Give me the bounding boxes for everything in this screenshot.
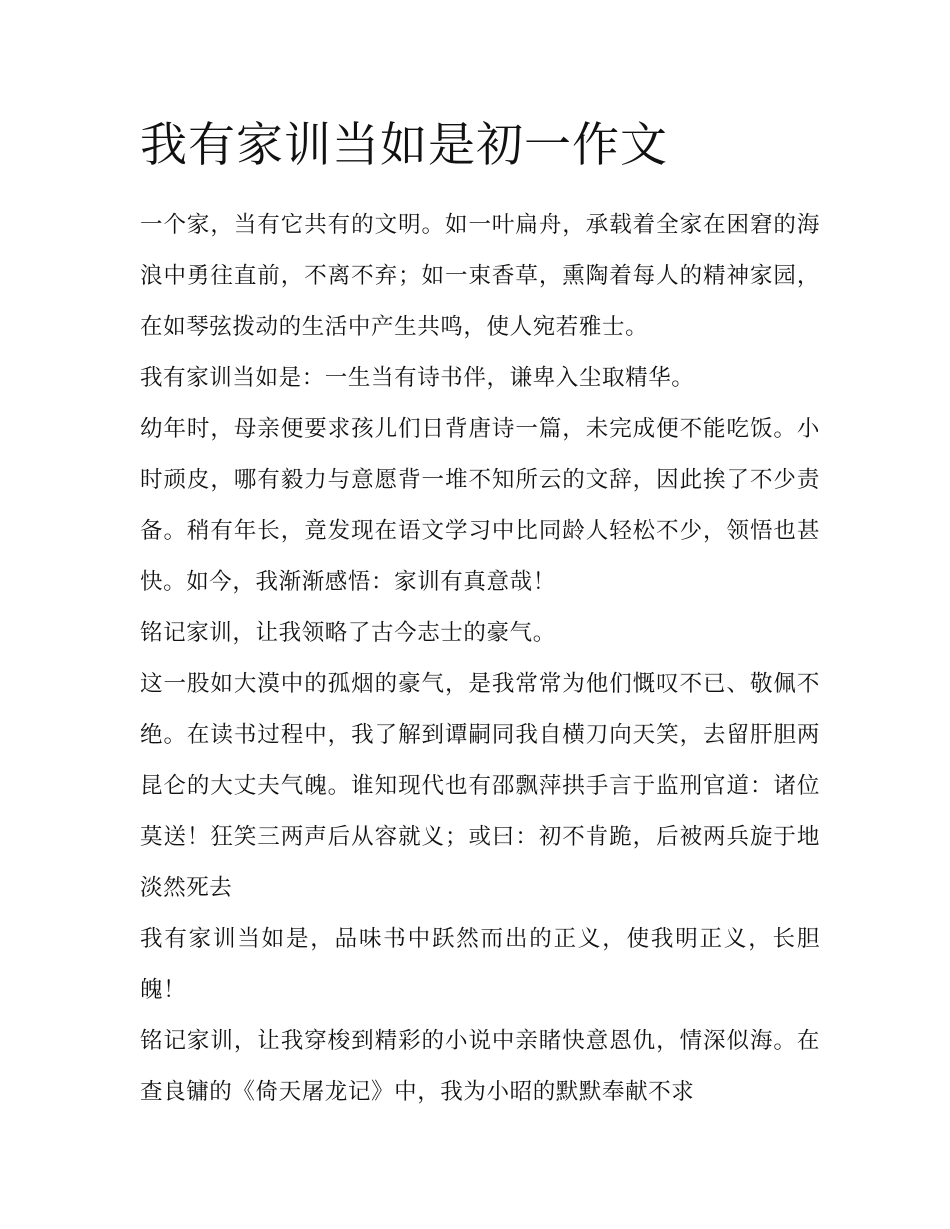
- paragraph-heroes: 这一股如大漠中的孤烟的豪气，是我常常为他们慨叹不已、敬佩不绝。在读书过程中，我了解到谭嗣同我自横刀向天笑，去留肝胆两昆仑的大丈夫气魄。谁知现代也有邵飘萍拱手言于监刑官道：诸位莫送！狂笑三两声后从容就义；或曰：初不肯跪，后被两兵旋于地淡然死去: [140, 671, 820, 901]
- paragraph-childhood: 幼年时，母亲便要求孩儿们日背唐诗一篇，未完成便不能吃饭。小时顽皮，哪有毅力与意愿背一堆不知所云的文辞，因此挨了不少责备。稍有年长，竟发现在语文学习中比同龄人轻松不少，领悟也甚快。如今，我渐渐感悟：家训有真意哉！: [140, 416, 820, 595]
- paragraph-intro: 一个家，当有它共有的文明。如一叶扁舟，承载着全家在困窘的海浪中勇往直前，不离不弃；如一束香草，熏陶着每人的精神家园，在如琴弦拨动的生活中产生共鸣，使人宛若雅士。: [140, 212, 820, 340]
- paragraph-motto: 我有家训当如是：一生当有诗书伴，谦卑入尘取精华。: [140, 365, 695, 391]
- document-title: 我有家训当如是初一作文: [140, 118, 668, 173]
- paragraph-novels: 铭记家训，让我穿梭到精彩的小说中亲睹快意恩仇，情深似海。在查良镛的《倚天屠龙记》中，我为小昭的默默奉献不求: [140, 1028, 820, 1105]
- document-page: [140, 112, 820, 1118]
- paragraph-justice: 我有家训当如是，品味书中跃然而出的正义，使我明正义，长胆魄！: [140, 926, 820, 1003]
- paragraph-heroes-intro: 铭记家训，让我领略了古今志士的豪气。: [140, 620, 556, 646]
